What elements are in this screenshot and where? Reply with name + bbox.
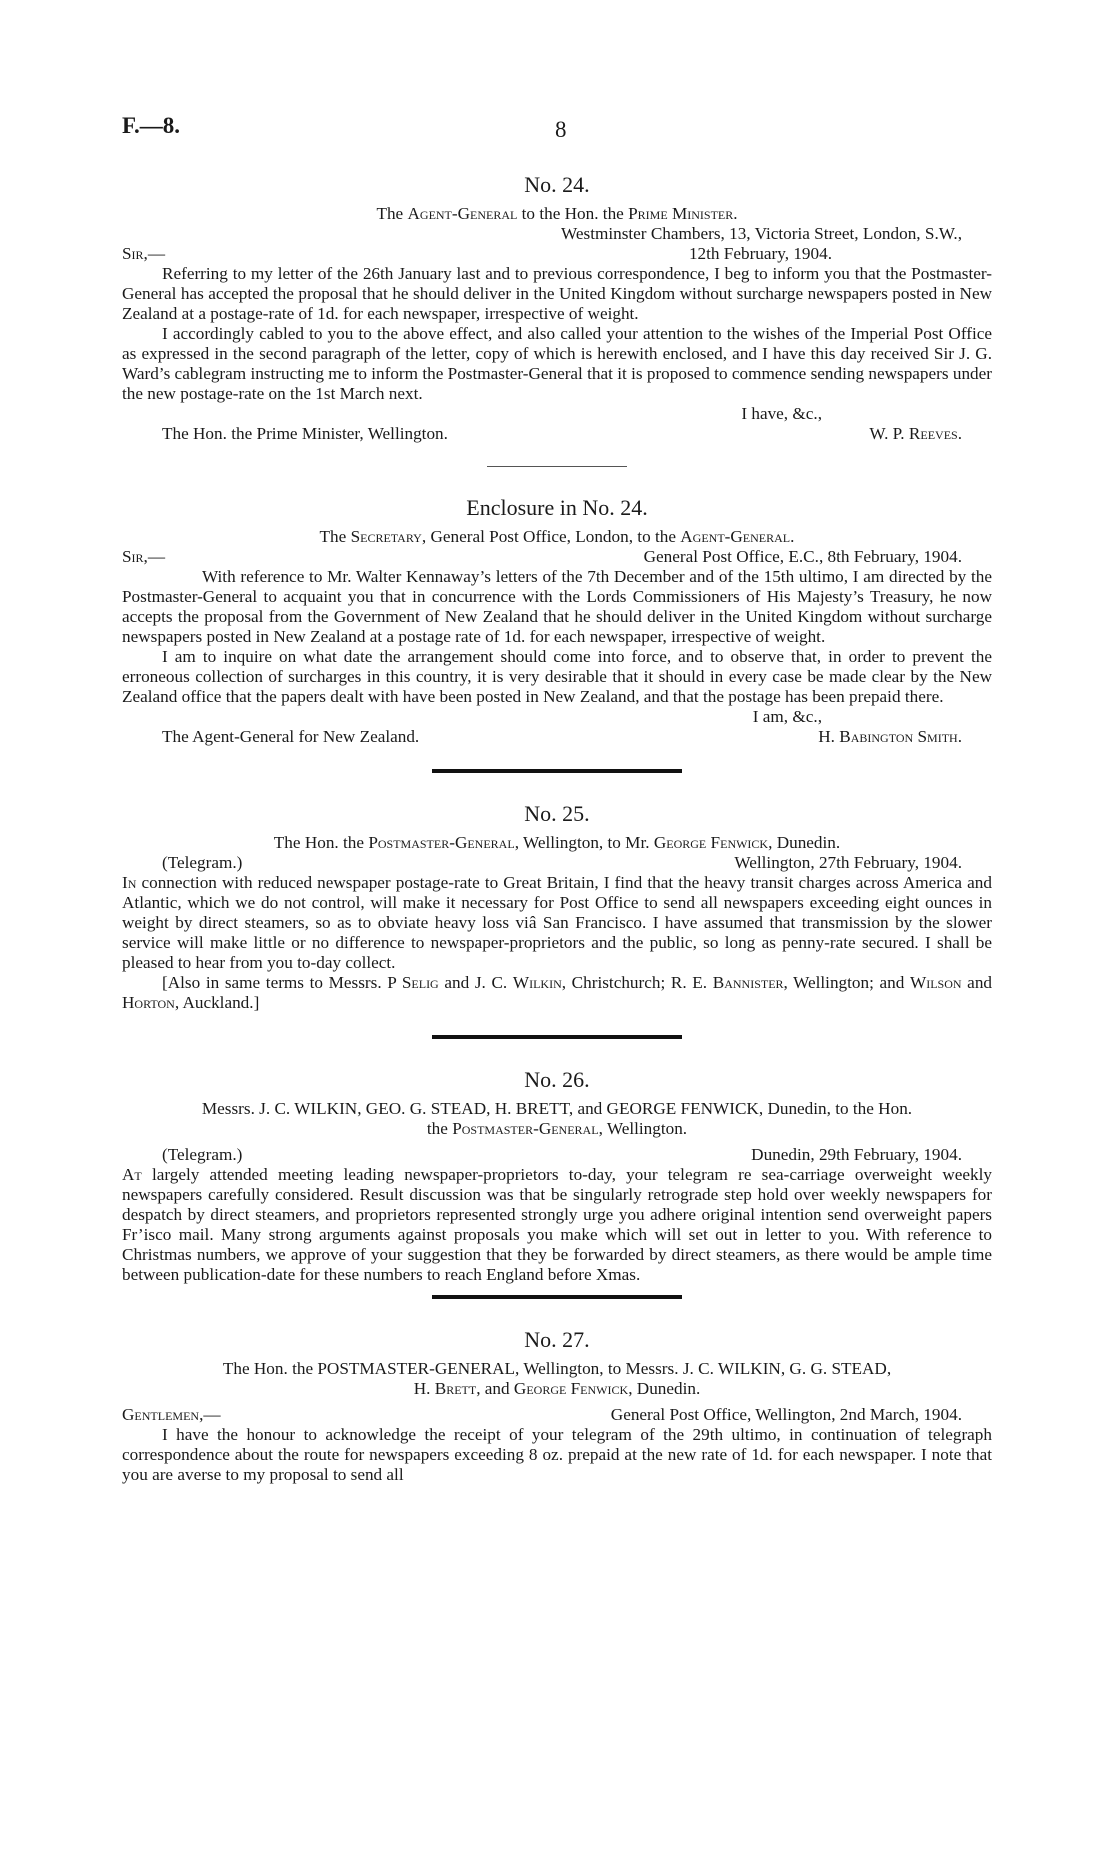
letter-from-to: The Secretary, General Post Office, London, to the Agent-General. <box>319 527 795 546</box>
divider <box>487 466 627 467</box>
closing: I have, &c., <box>741 404 822 423</box>
paragraph: Referring to my letter of the 26th January last and to previous correspondence, I beg to inform you that the Postmaster-General has accepted the proposal that he should deliver in the United Kingdom without surcharge newspapers posted in New Zealand at a postage-rate of 1d. for each newspaper, irrespective of weight. <box>122 264 992 323</box>
letter-number: No. 25. <box>524 801 590 826</box>
addressee: The Agent-General for New Zealand. <box>162 727 420 746</box>
letter-from-to: Messrs. J. C. WILKIN, GEO. G. STEAD, H. BRETT, and GEORGE FENWICK, Dunedin, to the Hon. <box>201 1099 913 1118</box>
divider <box>432 1035 682 1039</box>
document-reference: F.—8. <box>122 113 180 138</box>
letter-date: Wellington, 27th February, 1904. <box>734 853 962 872</box>
page-content <box>122 172 992 1485</box>
enclosure-no-24 <box>122 495 992 747</box>
letter-no-24 <box>122 172 992 444</box>
signature: W. P. Reeves. <box>869 424 962 443</box>
letter-from-to: The Hon. the POSTMASTER-GENERAL, Wellington, to Messrs. J. C. WILKIN, G. G. STEAD, <box>222 1359 892 1378</box>
paragraph: In connection with reduced newspaper postage-rate to Great Britain, I find that the heavy transit charges across America and Atlantic, which we do not control, will make it necessary for Post Office to send all newspapers exceeding eight ounces in weight by direct steamers, so as to obviate heavy loss viâ San Francisco. I have assumed that transmission by the slower service will make little or no difference to newspaper-proprietors and the public, so long as penny-rate secured. I shall be pleased to hear from you to-day collect. <box>122 873 992 972</box>
salutation: Sir,— <box>122 547 166 566</box>
paragraph: I accordingly cabled to you to the above effect, and also called your attention to the wishes of the Imperial Post Office as expressed in the second paragraph of the letter, copy of which is herewith enclosed, and I have this day received Sir J. G. Ward’s cablegram instructing me to inform the Postmaster-General that it is proposed to commence sending newspapers under the new postage-rate on the 1st March next. <box>122 324 992 403</box>
telegram-date-row <box>122 1145 992 1165</box>
telegram-label: (Telegram.) <box>162 1145 243 1164</box>
telegram-label: (Telegram.) <box>162 853 243 872</box>
letter-from-to-continued: H. Brett, and George Fenwick, Dunedin. <box>413 1379 701 1398</box>
salutation-date-row <box>122 244 992 264</box>
letter-no-27 <box>122 1327 992 1485</box>
salutation: Sir,— <box>122 244 166 263</box>
letter-no-26 <box>122 1067 992 1285</box>
letter-from-to: The Agent-General to the Hon. the Prime Minister. <box>376 204 738 223</box>
letter-number: No. 24. <box>524 172 590 197</box>
letter-date: Dunedin, 29th February, 1904. <box>751 1145 962 1164</box>
page-number: 8 <box>555 117 567 142</box>
paragraph: I am to inquire on what date the arrangement should come into force, and to observe that, in order to prevent the erroneous collection of surcharges in this country, it is very desirable that it should in every case be made clear by the New Zealand office that the papers dealt with have been posted in New Zealand, and that the postage has been prepaid there. <box>122 647 992 706</box>
letter-number: No. 27. <box>524 1327 590 1352</box>
letter-from-to: The Hon. the Postmaster-General, Wellington, to Mr. George Fenwick, Dunedin. <box>273 833 841 852</box>
enclosure-title: Enclosure in No. 24. <box>466 495 648 520</box>
letter-date: General Post Office, Wellington, 2nd March, 1904. <box>610 1405 962 1424</box>
also-sent-note: [Also in same terms to Messrs. P Selig and J. C. Wilkin, Christchurch; R. E. Bannister, Wellington; and Wilson and Horton, Auckland.] <box>122 973 993 1012</box>
telegram-date-row <box>122 853 992 873</box>
signature-row <box>122 727 992 747</box>
letter-number: No. 26. <box>524 1067 590 1092</box>
salutation: Gentlemen,— <box>122 1405 221 1424</box>
letter-date: 12th February, 1904. <box>688 244 832 263</box>
paragraph: At largely attended meeting leading newspaper-proprietors to-day, your telegram re sea-carriage overweight weekly newspapers carefully considered. Result discussion was that be singularly retrograde step hold over weekly newspapers for despatch by direct steamers, and proprietors represented strongly urge you adhere original intention send overweight papers Fr’isco mail. Many strong arguments against proposals you make which will set out in letter to you. With reference to Christmas numbers, we approve of your suggestion that they be forwarded by direct steamers, as there would be ample time between publication-date for these numbers to reach England before Xmas. <box>122 1165 992 1284</box>
salutation-date-row <box>122 1405 992 1425</box>
divider <box>432 1295 682 1299</box>
paragraph: With reference to Mr. Walter Kennaway’s letters of the 7th December and of the 15th ultimo, I am directed by the Postmaster-General to acquaint you that in concurrence with the Lords Commissioners of His Majesty’s Treasury, he now accepts the proposal from the Government of New Zealand that he should deliver in the United Kingdom without surcharge newspapers posted in New Zealand at a postage rate of 1d. for each newspaper, irrespective of weight. <box>122 567 992 646</box>
signature: H. Babington Smith. <box>818 727 962 746</box>
addressee: The Hon. the Prime Minister, Wellington. <box>162 424 448 443</box>
letter-no-25 <box>122 801 992 1013</box>
closing: I am, &c., <box>752 707 822 726</box>
sender-address: Westminster Chambers, 13, Victoria Street, London, S.W., <box>561 224 962 243</box>
salutation-date-row <box>122 547 992 567</box>
letter-date: General Post Office, E.C., 8th February, 1904. <box>643 547 962 566</box>
signature-row <box>122 424 992 444</box>
letter-from-to-continued: the Postmaster-General, Wellington. <box>426 1119 688 1138</box>
divider <box>432 769 682 773</box>
paragraph: I have the honour to acknowledge the receipt of your telegram of the 29th ultimo, in continuation of telegraph correspondence about the route for newspapers exceeding 8 oz. prepaid at the new rate of 1d. for each newspaper. I note that you are averse to my proposal to send all <box>122 1425 992 1484</box>
